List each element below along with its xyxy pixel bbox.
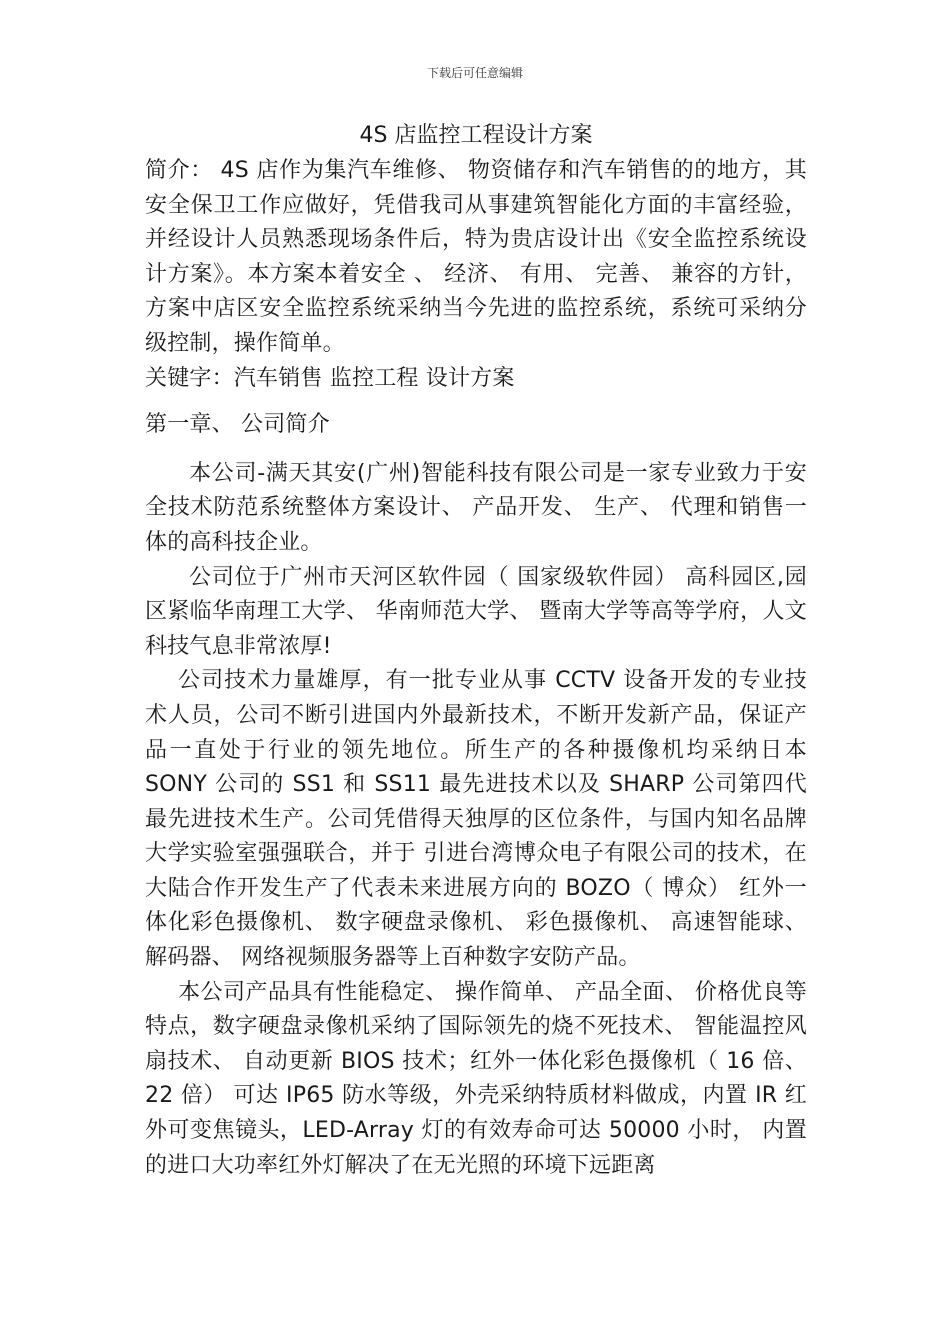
body-paragraph: 本公司产品具有性能稳定、 操作简单、 产品全面、 价格优良等特点，数字硬盘录像机采纳了国际领先的烧不死技术、 智能温控风扇技术、 自动更新 BIOS 技术；红外一体化彩色摄像机（ 16 倍、 22 倍） 可达 IP65 防水等级，外壳采纳特质材料做成，内置 IR 红外可变焦镜头，LED-Array 灯的有效寿命可达 50000 小时， 内置的进口大功率红外灯解决了在无光照的环境下远距离 [145,979,807,1178]
body-paragraph: 公司技术力量雄厚，有一批专业从事 CCTV 设备开发的专业技术人员，公司不断引进国内外最新技术，不断开发新产品，保证产品一直处于行业的领先地位。所生产的各种摄像机均采纳日本 SONY 公司的 SS1 和 SS11 最先进技术以及 SHARP 公司第四代最先进技术生产。公司凭借得天独厚的区位条件，与国内知名品牌大学实验室强强联合，并于 引进台湾博众电子有限公司的技术，在大陆合作开发生产了代表未来进展方向的 BOZO（ 博众） 红外一体化彩色摄像机、 数字硬盘录像机、 彩色摄像机、 高速智能球、 解码器、 网络视频服务器等上百种数字安防产品。 [145,668,807,971]
body-paragraph: 本公司-满天其安(广州)智能科技有限公司是一家专业致力于安全技术防范系统整体方案设计、 产品开发、 生产、 代理和销售一体的高科技企业。 [145,460,807,555]
body-paragraph: 公司位于广州市天河区软件园（ 国家级软件园） 高科园区,园区紧临华南理工大学、 华南师范大学、 暨南大学等高等学府，人文科技气息非常浓厚! [145,564,807,659]
header-note: 下载后可任意编辑 [426,66,523,80]
document-body [145,120,807,1183]
intro-paragraph: 简介： 4S 店作为集汽车维修、 物资储存和汽车销售的的地方，其安全保卫工作应做好，凭借我司从事建筑智能化方面的丰富经验，并经设计人员熟悉现场条件后，特为贵店设计出《安全监控系统设计方案》。本方案本着安全 、 经济、 有用、 完善、 兼容的方针，方案中店区安全监控系统采纳当今先进的监控系统，系统可采纳分级控制，操作简单。 [145,158,807,356]
keywords-line: 关键字：汽车销售 监控工程 设计方案 [145,365,515,391]
chapter-heading: 第一章、 公司简介 [145,412,330,438]
document-title: 4S 店监控工程设计方案 [359,123,593,148]
